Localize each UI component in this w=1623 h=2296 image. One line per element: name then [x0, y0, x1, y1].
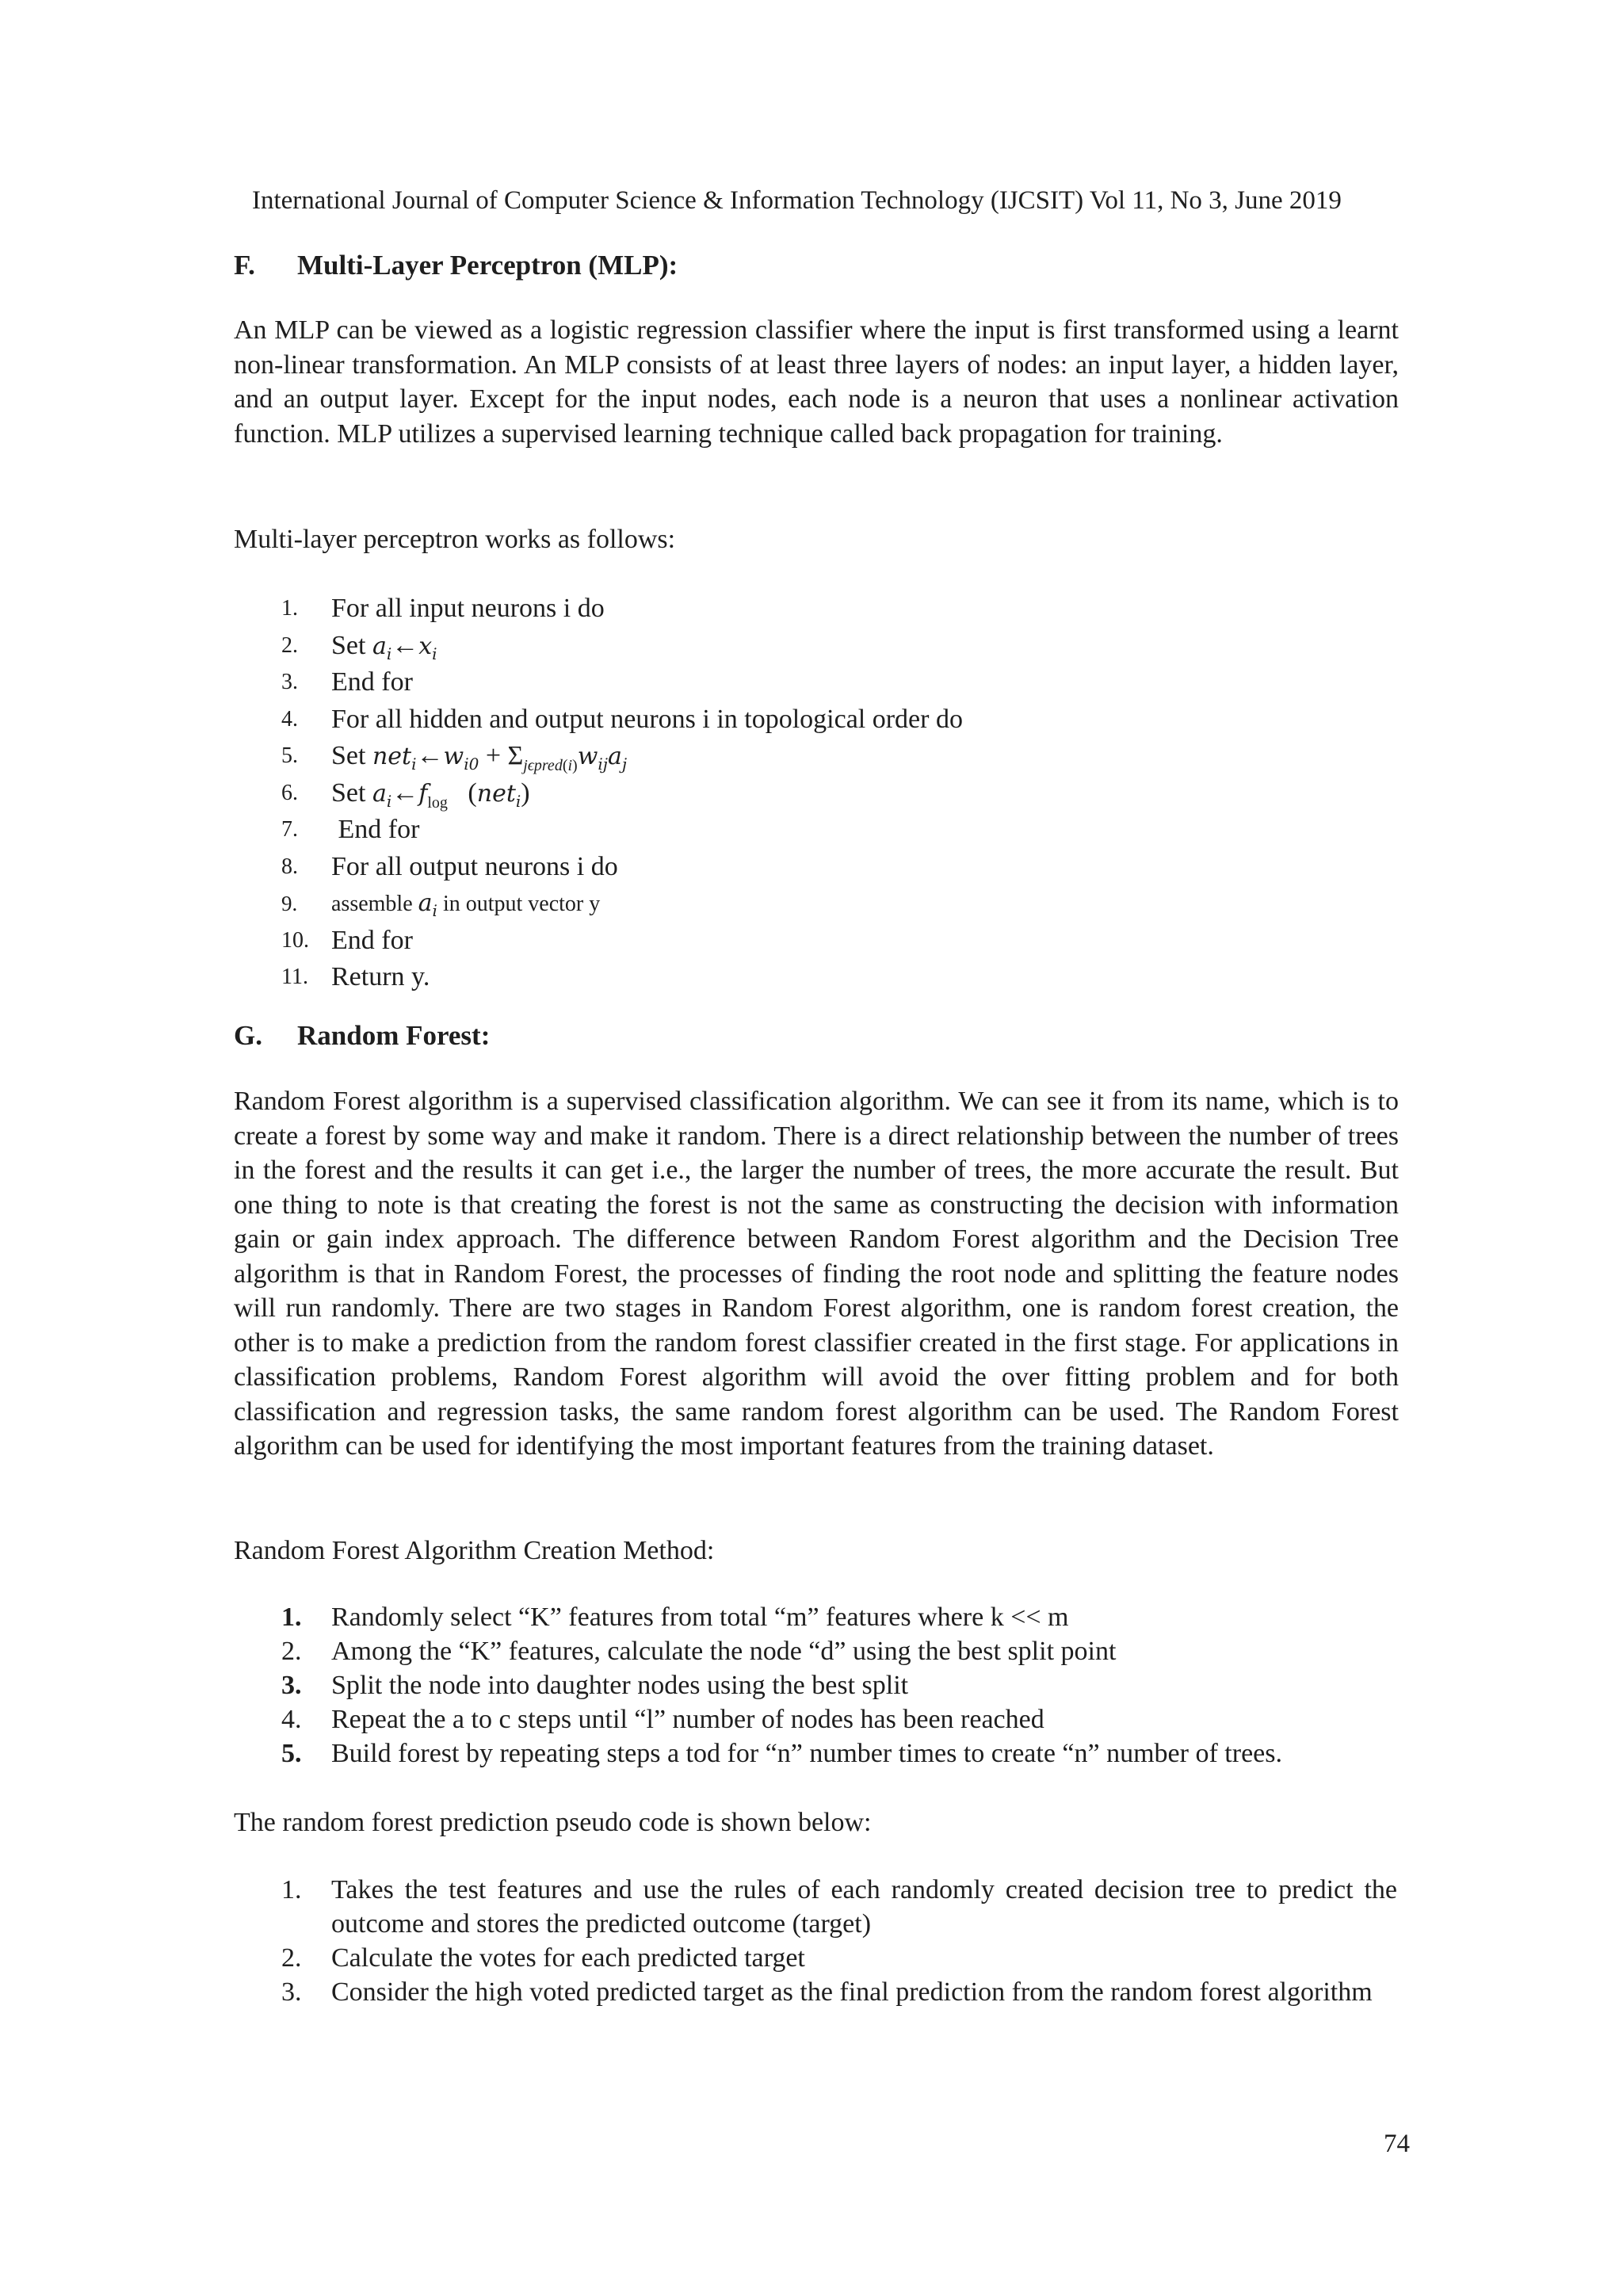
section-g-letter: G. — [234, 1020, 262, 1051]
section-f-heading — [234, 247, 678, 284]
list-item: 1. For all input neurons i do — [281, 594, 605, 623]
section-g-paragraph: Random Forest algorithm is a supervised classification algorithm. We can see it from its name, which is to create a forest by some way and make it random. There is a direct relationship between the number of trees in the forest and the results it can get i.e., the larger the number of trees, the more accurate the result. But one thing to note is that creating the forest is not the same as constructing the decision with information gain or gain index approach. The difference between Random Forest algorithm and the Decision Tree algorithm is that in Random Forest, the processes of finding the root node and splitting the feature nodes will run randomly. There are two stages in Random Forest algorithm, one is random forest creation, the other is to make a prediction from the random forest classifier created in the first stage. For applications in classification problems, Random Forest algorithm will avoid the over fitting problem and for both classification and regression tasks, the same random forest algorithm can be used. The Random Forest algorithm can be used for identifying the most important features from the training dataset. — [234, 1087, 1399, 1461]
section-g-title: Random Forest: — [297, 1020, 491, 1051]
list-item: 5. Build forest by repeating steps a tod for “n” number times to create “n” number of trees. — [281, 1739, 1282, 1768]
section-g-heading — [234, 1018, 490, 1054]
list-item: 11. Return y. — [281, 962, 430, 991]
mlp-steps-list — [234, 590, 1423, 996]
section-f-letter: F. — [234, 250, 255, 281]
math-expression: $net_i\leftarrow w_{i0} + \Sigma_{j\epsilon pred(i)}w_{ij}a_j$ — [372, 741, 628, 774]
math-expression: $a_i$ — [418, 889, 437, 920]
list-item: 7. End for — [281, 815, 420, 844]
list-item: 2. Set $a_i\leftarrow x_i$ — [281, 630, 437, 663]
list-item: 5. Set $net_i\leftarrow w_{i0} + \Sigma_{j\epsilon pred(i)}w_{ij}a_j$ — [281, 741, 628, 774]
list-item: 1. Randomly select “K” features from total “m” features where k << m — [281, 1603, 1069, 1632]
math-expression: $a_i\leftarrow x_i$ — [372, 630, 437, 663]
list-item: 2. Among the “K” features, calculate the node “d” using the best split point — [281, 1637, 1117, 1666]
rf-prediction-intro: The random forest prediction pseudo code is shown below: — [234, 1808, 872, 1837]
list-item: 3. End for — [281, 667, 413, 697]
list-item: 3. Split the node into daughter nodes using the best split — [281, 1671, 909, 1700]
math-expression: $a_i\leftarrow f_{log}$ (net$_i$) — [372, 777, 530, 812]
list-item: 1. Takes the test features and use the rules of each randomly created decision tree to predict the outcome and stores the predicted outcome (target) — [281, 1875, 1397, 1939]
list-item: 8. For all output neurons i do — [281, 851, 618, 881]
section-f-title: Multi-Layer Perceptron (MLP): — [297, 250, 678, 281]
list-item: 2. Calculate the votes for each predicted target — [281, 1943, 805, 1973]
list-item: 4. For all hidden and output neurons i in topological order do — [281, 704, 963, 734]
list-item: 9. assemble $a_i$ in output vector y — [281, 889, 601, 920]
journal-header: International Journal of Computer Science & Information Technology (IJCSIT) Vol 11, No 3, June 2019 — [252, 186, 1342, 215]
list-item: 4. Repeat the a to c steps until “l” number of nodes has been reached — [281, 1705, 1044, 1734]
mlp-intro: Multi-layer perceptron works as follows: — [234, 525, 676, 554]
list-item: 10. End for — [281, 925, 413, 955]
page-number: 74 — [1384, 2130, 1410, 2158]
list-item: 6. Set $a_i\leftarrow f_{log}$ (net$_i$) — [281, 777, 530, 812]
rf-creation-intro: Random Forest Algorithm Creation Method: — [234, 1536, 715, 1565]
list-item: 3. Consider the high voted predicted target as the final prediction from the random forest algorithm — [281, 1977, 1373, 2007]
rf-prediction-steps-list — [234, 1873, 1423, 2009]
section-f-paragraph: An MLP can be viewed as a logistic regression classifier where the input is first transformed using a learnt non-linear transformation. An MLP consists of at least three layers of nodes: an input layer, a hidden layer, and an output layer. Except for the input nodes, each node is a neuron that uses a nonlinear activation function. MLP utilizes a supervised learning technique called back propagation for training. — [234, 315, 1399, 449]
rf-creation-steps-list — [234, 1600, 1423, 1771]
